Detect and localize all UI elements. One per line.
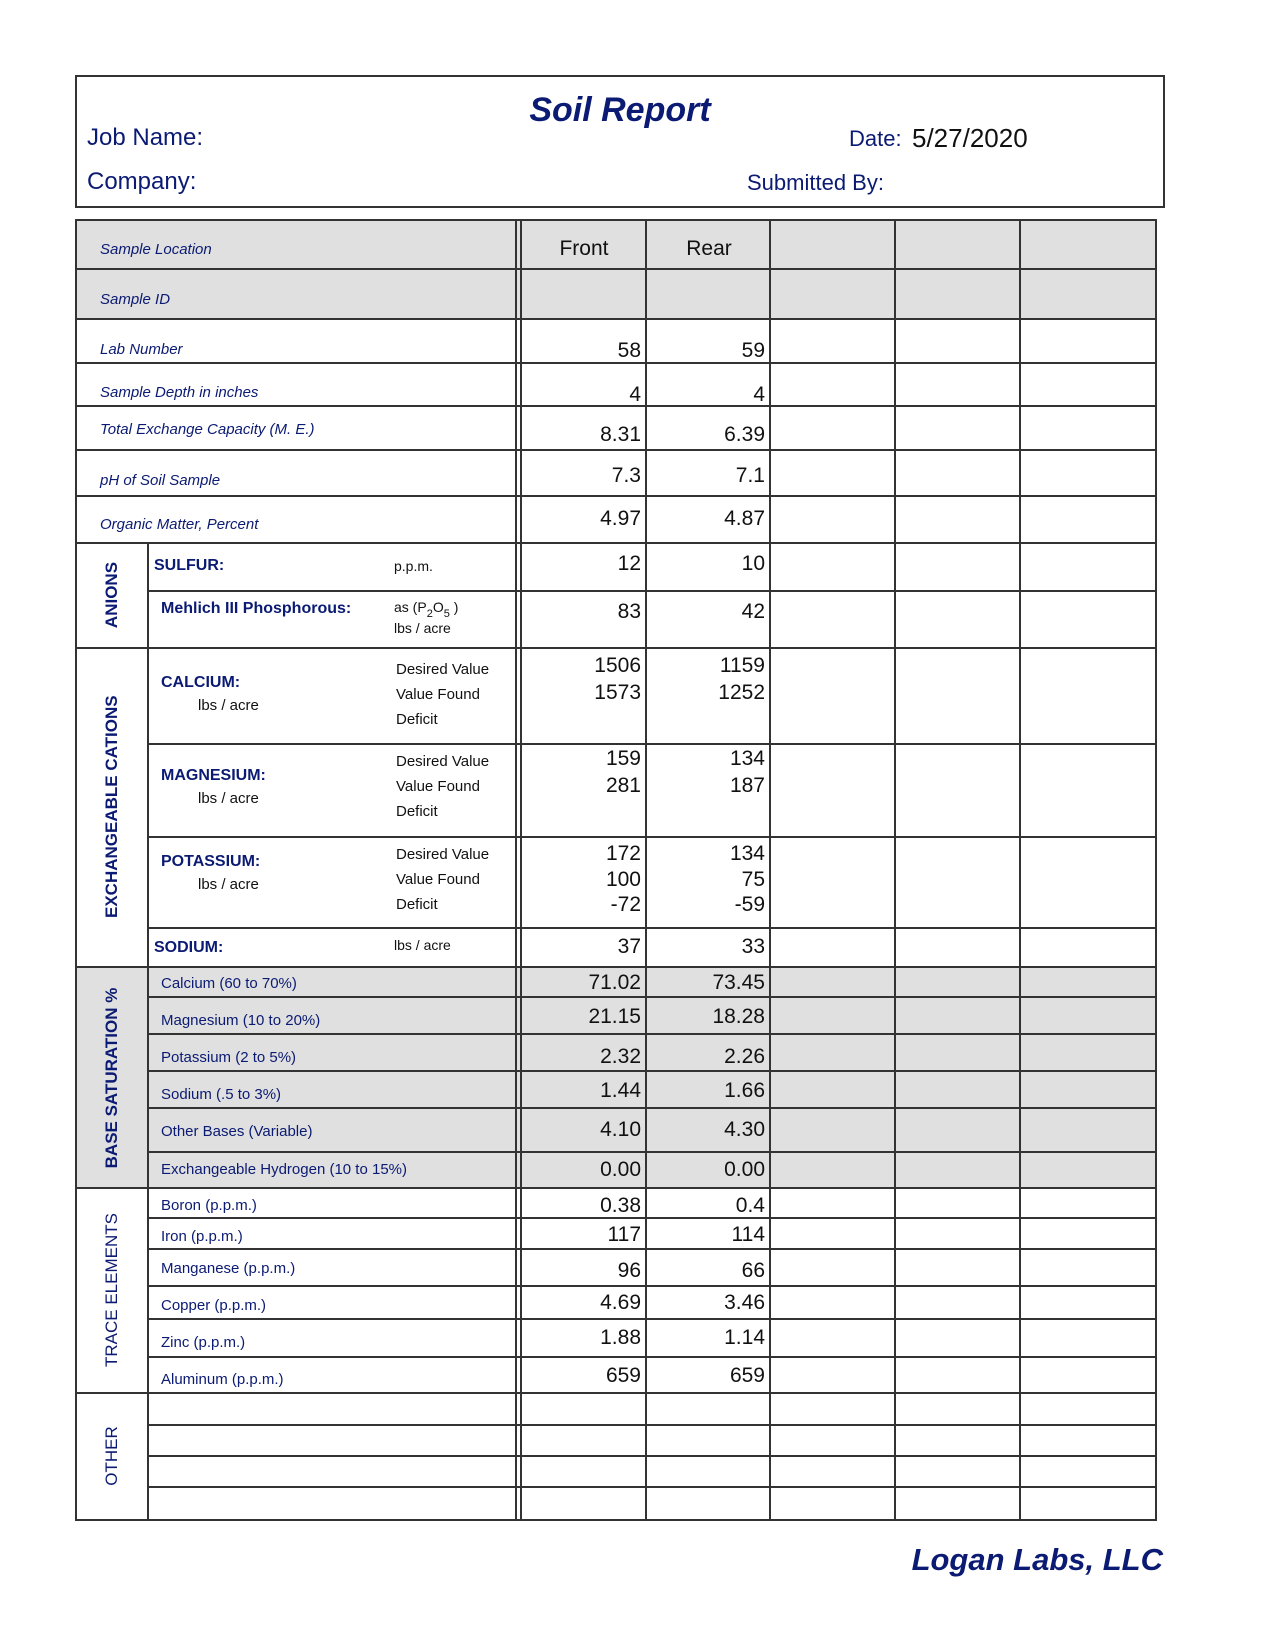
trace-aluminum-rear: 659 bbox=[729, 1364, 765, 1387]
trace-manganese-label: Manganese (p.p.m.) bbox=[161, 1260, 296, 1277]
trace-manganese-rear: 66 bbox=[741, 1259, 765, 1282]
trace-boron-rear: 0.4 bbox=[735, 1194, 765, 1217]
phosphorous-unit-line2: lbs / acre bbox=[394, 620, 451, 636]
potassium-deficit-front: -72 bbox=[610, 893, 641, 916]
trace-iron-label: Iron (p.p.m.) bbox=[161, 1228, 243, 1245]
company-logo: Logan Labs, LLC bbox=[911, 1542, 1163, 1577]
bs-other-bases-label: Other Bases (Variable) bbox=[161, 1123, 313, 1140]
sample-depth-front: 4 bbox=[629, 383, 641, 406]
magnesium-label: MAGNESIUM: bbox=[161, 767, 266, 784]
trace-copper-label: Copper (p.p.m.) bbox=[161, 1297, 267, 1314]
ph-rear: 7.1 bbox=[735, 464, 765, 487]
magnesium-found-label: Value Found bbox=[396, 778, 480, 795]
trace-copper-rear: 3.46 bbox=[724, 1291, 765, 1314]
potassium-desired-label: Desired Value bbox=[396, 846, 490, 863]
calcium-unit: lbs / acre bbox=[198, 697, 259, 714]
date-label: Date: bbox=[849, 126, 902, 151]
section-trace-elements: TRACE ELEMENTS bbox=[102, 1213, 121, 1367]
calcium-desired-rear: 1159 bbox=[719, 654, 765, 677]
sample-location-label: Sample Location bbox=[100, 241, 212, 258]
magnesium-found-front: 281 bbox=[605, 774, 641, 797]
potassium-found-front: 100 bbox=[605, 868, 641, 891]
bs-hydrogen-label: Exchangeable Hydrogen (10 to 15%) bbox=[161, 1161, 407, 1178]
magnesium-desired-front: 159 bbox=[605, 747, 641, 770]
company-label: Company: bbox=[87, 168, 197, 195]
bs-calcium-front: 71.02 bbox=[588, 971, 641, 994]
phosphorous-unit: as ($P_2O_5$ ) bbox=[394, 599, 459, 620]
lab-number-label: Lab Number bbox=[100, 341, 183, 358]
trace-iron-front: 117 bbox=[607, 1223, 641, 1246]
organic-matter-front: 4.97 bbox=[600, 507, 641, 530]
potassium-desired-front: 172 bbox=[605, 842, 641, 865]
sodium-rear: 33 bbox=[741, 935, 765, 958]
phosphorous-rear: 42 bbox=[741, 600, 765, 623]
ph-front: 7.3 bbox=[611, 464, 641, 487]
trace-zinc-front: 1.88 bbox=[600, 1326, 641, 1349]
sample-depth-rear: 4 bbox=[753, 383, 765, 406]
report-title: Soil Report bbox=[529, 91, 711, 129]
trace-zinc-label: Zinc (p.p.m.) bbox=[161, 1334, 246, 1351]
tec-front: 8.31 bbox=[600, 423, 641, 446]
bs-calcium-label: Calcium (60 to 70%) bbox=[161, 975, 297, 992]
sodium-front: 37 bbox=[617, 935, 641, 958]
magnesium-found-rear: 187 bbox=[729, 774, 765, 797]
potassium-deficit-rear: -59 bbox=[734, 893, 765, 916]
bs-other-bases-rear: 4.30 bbox=[724, 1118, 765, 1141]
sample-id-label: Sample ID bbox=[100, 291, 171, 308]
trace-boron-label: Boron (p.p.m.) bbox=[161, 1197, 257, 1214]
sulfur-unit: p.p.m. bbox=[394, 558, 433, 574]
submitted-by-label: Submitted By: bbox=[747, 170, 884, 195]
phosphorous-front: 83 bbox=[617, 600, 641, 623]
trace-iron-rear: 114 bbox=[731, 1223, 765, 1246]
sodium-unit: lbs / acre bbox=[394, 937, 451, 953]
section-base-saturation: BASE SATURATION % bbox=[102, 987, 121, 1169]
trace-copper-front: 4.69 bbox=[600, 1291, 641, 1314]
potassium-deficit-label: Deficit bbox=[396, 896, 438, 913]
magnesium-deficit-label: Deficit bbox=[396, 803, 438, 820]
organic-matter-label: Organic Matter, Percent bbox=[100, 516, 259, 533]
bs-calcium-rear: 73.45 bbox=[712, 971, 765, 994]
trace-aluminum-front: 659 bbox=[605, 1364, 641, 1387]
phosphorous-label: Mehlich III Phosphorous: bbox=[161, 600, 352, 617]
potassium-found-label: Value Found bbox=[396, 871, 480, 888]
section-other: OTHER bbox=[102, 1426, 121, 1486]
bs-sodium-label: Sodium (.5 to 3%) bbox=[161, 1086, 282, 1103]
bs-sodium-front: 1.44 bbox=[600, 1079, 641, 1102]
organic-matter-rear: 4.87 bbox=[724, 507, 765, 530]
calcium-desired-label: Desired Value bbox=[396, 661, 490, 678]
potassium-label: POTASSIUM: bbox=[161, 853, 261, 870]
calcium-desired-front: 1506 bbox=[594, 654, 641, 677]
bs-hydrogen-rear: 0.00 bbox=[724, 1158, 765, 1181]
calcium-label: CALCIUM: bbox=[161, 674, 241, 691]
calcium-found-rear: 1252 bbox=[718, 681, 765, 704]
trace-boron-front: 0.38 bbox=[600, 1194, 641, 1217]
sulfur-label: SULFUR: bbox=[154, 557, 225, 574]
trace-aluminum-label: Aluminum (p.p.m.) bbox=[161, 1371, 284, 1388]
section-anions: ANIONS bbox=[102, 561, 121, 629]
date-value: 5/27/2020 bbox=[912, 123, 1028, 153]
sample-depth-label: Sample Depth in inches bbox=[100, 384, 259, 401]
job-name-label: Job Name: bbox=[87, 124, 204, 151]
lab-number-front: 58 bbox=[617, 339, 641, 362]
bs-potassium-rear: 2.26 bbox=[724, 1045, 765, 1068]
ph-label: pH of Soil Sample bbox=[100, 472, 221, 489]
sulfur-rear: 10 bbox=[741, 552, 765, 575]
potassium-found-rear: 75 bbox=[741, 868, 765, 891]
magnesium-desired-rear: 134 bbox=[729, 747, 765, 770]
calcium-found-label: Value Found bbox=[396, 686, 480, 703]
section-exchangeable-cations: EXCHANGEABLE CATIONS bbox=[102, 695, 121, 918]
bs-other-bases-front: 4.10 bbox=[600, 1118, 641, 1141]
potassium-desired-rear: 134 bbox=[729, 842, 765, 865]
tec-rear: 6.39 bbox=[724, 423, 765, 446]
bs-hydrogen-front: 0.00 bbox=[600, 1158, 641, 1181]
column-header-front: Front bbox=[559, 237, 609, 260]
sodium-label: SODIUM: bbox=[154, 939, 224, 956]
tec-label: Total Exchange Capacity (M. E.) bbox=[100, 421, 315, 438]
magnesium-desired-label: Desired Value bbox=[396, 753, 490, 770]
trace-manganese-front: 96 bbox=[617, 1259, 641, 1282]
lab-number-rear: 59 bbox=[741, 339, 765, 362]
bs-magnesium-rear: 18.28 bbox=[712, 1005, 765, 1028]
magnesium-unit: lbs / acre bbox=[198, 790, 259, 807]
calcium-found-front: 1573 bbox=[594, 681, 641, 704]
bs-magnesium-label: Magnesium (10 to 20%) bbox=[161, 1012, 321, 1029]
potassium-unit: lbs / acre bbox=[198, 876, 259, 893]
column-header-rear: Rear bbox=[686, 237, 732, 260]
bs-potassium-front: 2.32 bbox=[600, 1045, 641, 1068]
bs-potassium-label: Potassium (2 to 5%) bbox=[161, 1049, 297, 1066]
bs-sodium-rear: 1.66 bbox=[724, 1079, 765, 1102]
trace-zinc-rear: 1.14 bbox=[724, 1326, 765, 1349]
bs-magnesium-front: 21.15 bbox=[588, 1005, 641, 1028]
calcium-deficit-label: Deficit bbox=[396, 711, 438, 728]
sulfur-front: 12 bbox=[617, 552, 641, 575]
